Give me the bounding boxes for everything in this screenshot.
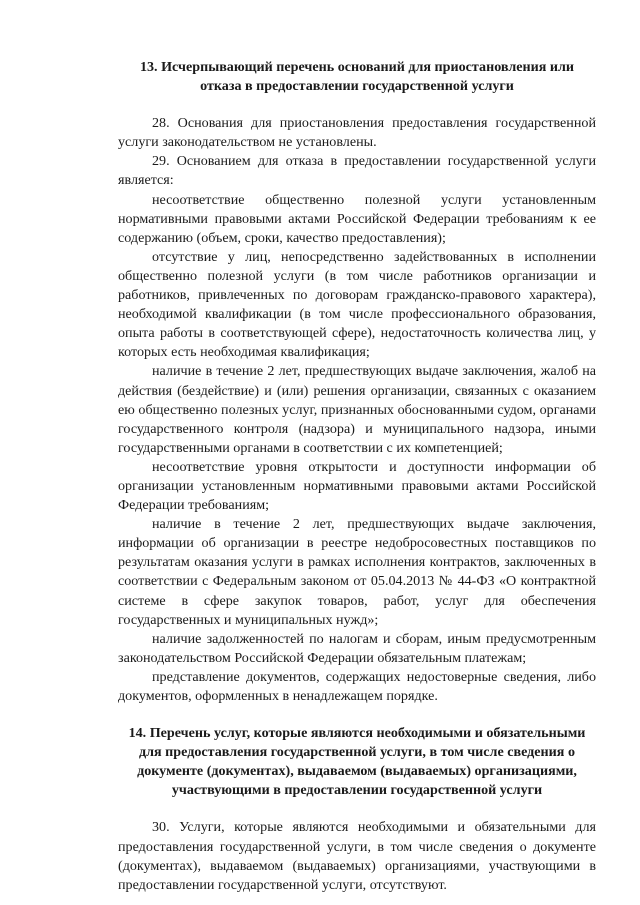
paragraph-28: 28. Основания для приостановления предоставления государственной услуги законодательством не установлены. [118, 115, 596, 151]
refusal-ground-7: представление документов, содержащих недостоверные сведения, либо документов, оформленных в ненадлежащем порядке. [118, 668, 596, 704]
refusal-ground-6: наличие задолженностей по налогам и сборам, иным предусмотренным законодательством Российской Федерации обязательным платежам; [118, 630, 596, 666]
refusal-ground-2: отсутствие у лиц, непосредственно задействованных в исполнении общественно полезной услуги (в том числе работников организации и работников, привлеченных по договорам гражданско-правового характера), необходимой квалификации (в том числе профессионального образования, опыта работы в соответствующей сфере), недостаточность количества лиц, у которых есть необходимая квалификация; [118, 248, 596, 361]
refusal-ground-3: наличие в течение 2 лет, предшествующих выдаче заключения, жалоб на действия (бездействие) и (или) решения организации, связанных с оказанием ею общественно полезных услуг, признанных обоснованными судом, органами государственного контроля (надзора) и муниципального надзора, иными государственными органами в соответствии с их компетенцией; [118, 363, 596, 456]
refusal-ground-1: несоответствие общественно полезной услуги установленным нормативными правовыми актами Российской Федерации требованиям к ее содержанию (объем, сроки, качество предоставления); [118, 191, 596, 246]
section-14-heading: 14. Перечень услуг, которые являются необходимыми и обязательными для предоставления государственной услуги, в том числе сведения о документе (документах), выдаваемом (выдаваемых) организациями, участвующими в предоставлении государственной услуги [128, 725, 586, 799]
section-13-heading: 13. Исчерпывающий перечень оснований для приостановления или отказа в предоставлении государственной услуги [139, 59, 575, 95]
refusal-ground-4: несоответствие уровня открытости и доступности информации об организации установленным нормативными правовыми актами Российской Федерации требованиям; [118, 458, 596, 514]
paragraph-30: 30. Услуги, которые являются необходимыми и обязательными для предоставления государственной услуги, в том числе сведения о документе (документах), выдаваемом (выдаваемых) организациями, участвующими в предоставлении государственной услуги, отсутствуют. [118, 819, 596, 893]
document-page [118, 58, 596, 895]
refusal-ground-5: наличие в течение 2 лет, предшествующих выдаче заключения, информации об организации в реестре недобросовестных поставщиков по результатам оказания услуги в рамках исполнения контрактов, заключенных в соответствии с Федеральным законом от 05.04.2013 № 44-ФЗ «О контрактной системе в сфере закупок товаров, работ, услуг для обеспечения государственных и муниципальных нужд»; [118, 516, 596, 628]
paragraph-29: 29. Основанием для отказа в предоставлении государственной услуги является: [118, 153, 596, 189]
